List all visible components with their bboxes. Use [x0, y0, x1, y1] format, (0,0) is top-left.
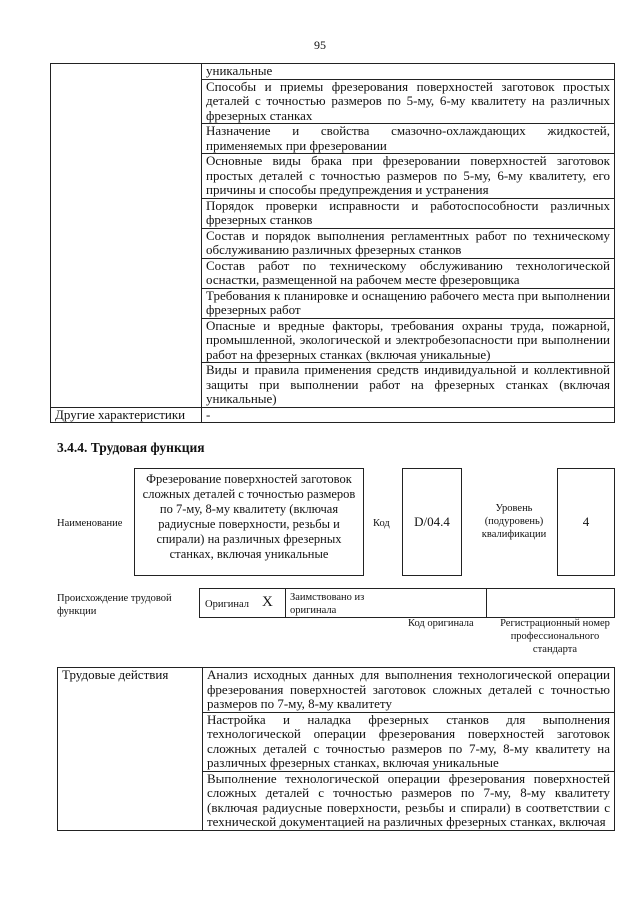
section-title: 3.4.4. Трудовая функция	[57, 440, 205, 455]
origin-divider	[486, 588, 487, 618]
origin-divider	[285, 588, 286, 618]
action-cell: Настройка и наладка фрезерных станков для выполнения технологической операции фрезерования поверхностей заготовок сложных деталей с точностью размеров по 7-му, 8-му квалитету на различных фрезерных станках, включая уникальные	[203, 712, 615, 771]
labor-actions-table	[57, 667, 615, 831]
reg-number-label: Регистрационный номер профессионального стандарта	[500, 618, 610, 655]
borrowed-label: Заимствовано из оригинала	[290, 592, 365, 616]
level-label: Уровень (подуровень) квалификации	[481, 503, 547, 540]
page-number: 95	[314, 38, 326, 52]
other-characteristics-label: Другие характеристики	[51, 407, 202, 423]
knowledge-cell: Виды и правила применения средств индивидуальной и коллективной защиты при выполнении работ на фрезерных станках (включая уникальные)	[202, 363, 615, 408]
knowledge-cell: Основные виды брака при фрезеровании поверхностей заготовок простых деталей с точностью размеров по 5-му, 6-му квалитету, его причины и способы предупреждения и устранения	[202, 154, 615, 199]
knowledge-cell: Способы и приемы фрезерования поверхностей заготовок простых деталей с точностью размеров по 5-му, 6-му квалитету на различных фрезерных станках	[202, 79, 615, 124]
left-empty-cell	[51, 64, 202, 408]
code-box: D/04.4	[402, 468, 462, 576]
knowledge-cell: Состав и порядок выполнения регламентных работ по техническому обслуживанию различных фрезерных станков	[202, 228, 615, 258]
knowledge-cell: Назначение и свойства смазочно-охлаждающих жидкостей, применяемых при фрезеровании	[202, 124, 615, 154]
origin-label: Происхождение трудовой функции	[57, 593, 172, 617]
original-label: Оригинал	[205, 599, 249, 610]
knowledge-cell: Порядок проверки исправности и работоспособности различных фрезерных станков	[202, 198, 615, 228]
table-row	[58, 668, 615, 713]
table-row	[51, 407, 615, 423]
labor-actions-label: Трудовые действия	[58, 668, 203, 831]
original-mark: X	[262, 594, 273, 610]
name-label: Наименование	[57, 518, 123, 529]
action-cell: Анализ исходных данных для выполнения технологической операции фрезерования поверхностей заготовок сложных деталей с точностью размеров по 7-му, 8-му квалитету	[203, 668, 615, 713]
knowledge-cell: Требования к планировке и оснащению рабочего места при выполнении фрезерных работ	[202, 288, 615, 318]
knowledge-cell: уникальные	[202, 64, 615, 80]
action-cell: Выполнение технологической операции фрезерования поверхностей сложных деталей с точностью размеров по 7-му, 8-му квалитету (включая радиусные поверхности, резьбы и спирали) в соответствии с технической документацией на различных фрезерных станках, включая	[203, 771, 615, 830]
code-original-label: Код оригинала	[408, 618, 474, 629]
knowledge-table	[50, 63, 615, 423]
function-name-box: Фрезерование поверхностей заготовок сложных деталей с точностью размеров по 7-му, 8-му квалитету (включая радиусные поверхности, резьбы и спирали) на различных фрезерных станках, включая уникальные	[134, 468, 364, 576]
table-row	[51, 64, 615, 80]
code-label: Код	[373, 518, 390, 529]
knowledge-cell: Опасные и вредные факторы, требования охраны труда, пожарной, промышленной, экологической и электробезопасности при выполнении работ на фрезерных станках (включая уникальные)	[202, 318, 615, 363]
other-characteristics-value: -	[202, 407, 615, 423]
level-box: 4	[557, 468, 615, 576]
knowledge-cell: Состав работ по техническому обслуживанию технологической оснастки, размещенной на рабочем месте фрезеровщика	[202, 258, 615, 288]
